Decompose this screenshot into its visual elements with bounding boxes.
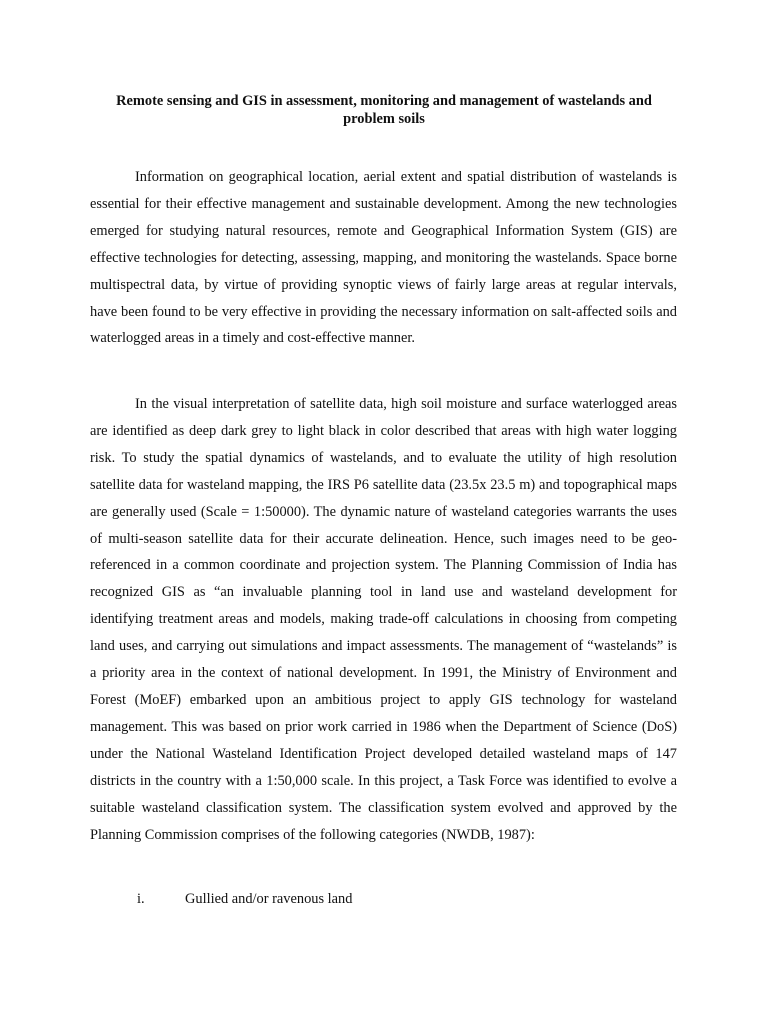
list-item-marker: i. [137, 891, 145, 907]
body-paragraph-2: In the visual interpretation of satellite data, high soil moisture and surface waterlogged areas are identified as deep dark grey to light black in color described that areas with high water logging risk. To study the spatial dynamics of wastelands, and to evaluate the utility of high resolution satellite data for wasteland mapping, the IRS P6 satellite data (23.5x 23.5 m) and topographical maps are generally used (Scale = 1:50000). The dynamic nature of wasteland categories warrants the uses of multi-season satellite data for their accurate delineation. Hence, such images need to be geo-referenced in a common coordinate and projection system. The Planning Commission of India has recognized GIS as “an invaluable planning tool in land use and wasteland development for identifying treatment areas and models, making trade-off calculations in choosing from competing land uses, and carrying out simulations and impact assessments. The management of “wastelands” is a priority area in the context of national development. In 1991, the Ministry of Environment and Forest (MoEF) embarked upon an ambitious project to apply GIS technology for wasteland management. This was based on prior work carried in 1986 when the Department of Science (DoS) under the National Wasteland Identification Project developed detailed wasteland maps of 147 districts in the country with a 1:50,000 scale. In this project, a Task Force was identified to evolve a suitable wasteland classification system. The classification system evolved and approved by the Planning Commission comprises of the following categories (NWDB, 1987): [90, 396, 677, 843]
body-paragraph-1: Information on geographical location, aerial extent and spatial distribution of wastelands is essential for their effective management and sustainable development. Among the new technologies emerged for studying natural resources, remote and Geographical Information System (GIS) are effective technologies for detecting, assessing, mapping, and monitoring the wastelands. Space borne multispectral data, by virtue of providing synoptic views of fairly large areas at regular intervals, have been found to be very effective in providing the necessary information on salt-affected soils and waterlogged areas in a timely and cost-effective manner. [90, 169, 677, 347]
list-item-text: Gullied and/or ravenous land [185, 891, 353, 907]
document-title: Remote sensing and GIS in assessment, monitoring and management of wastelands and problem soils [116, 93, 652, 127]
